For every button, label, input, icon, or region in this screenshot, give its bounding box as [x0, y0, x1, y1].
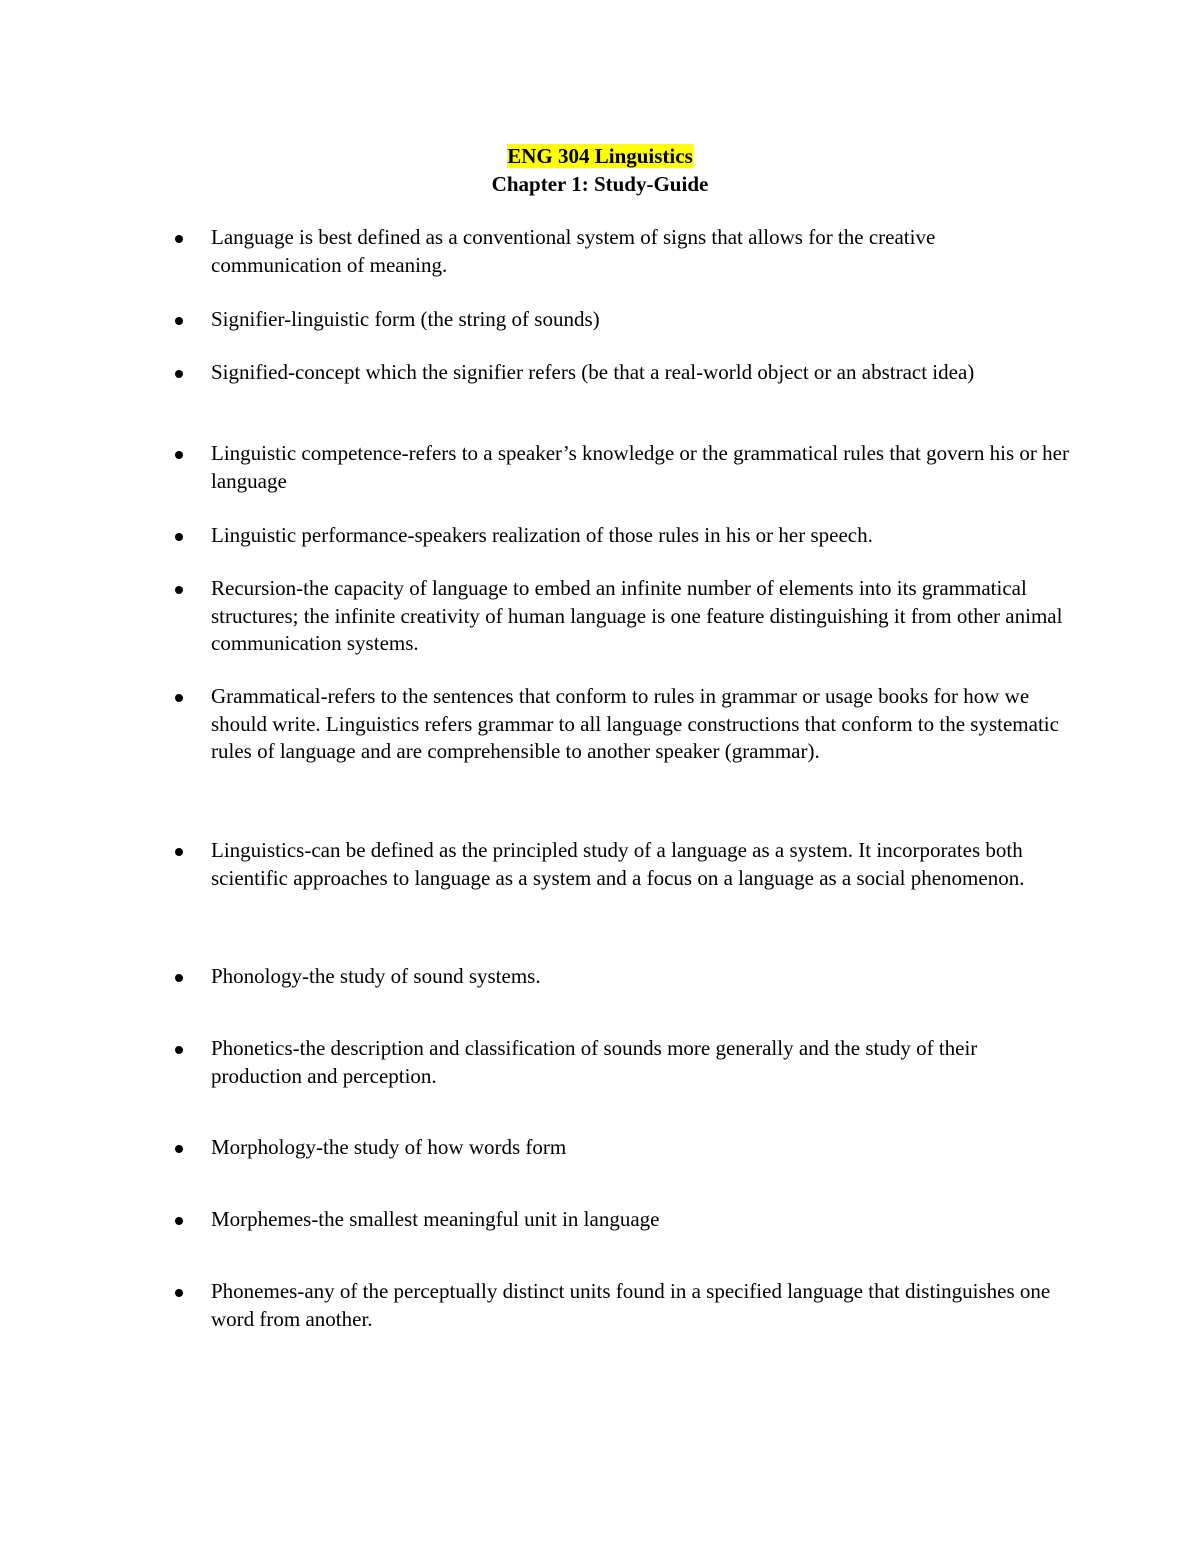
bullet-icon	[175, 1217, 183, 1225]
bullet-icon	[175, 533, 183, 541]
bullet-icon	[175, 235, 183, 243]
course-title	[0, 142, 1200, 170]
list-item-text: Phonemes-any of the perceptually distinct units found in a specified language that distinguishes one word from another.	[211, 1279, 1051, 1331]
list-item-text: Language is best defined as a conventional system of signs that allows for the creative communication of meaning.	[211, 225, 936, 277]
chapter-title: Chapter 1: Study-Guide	[491, 172, 709, 196]
bullet-icon	[175, 694, 183, 702]
bullet-icon	[175, 974, 183, 982]
bullet-icon	[175, 451, 183, 459]
list-item	[211, 306, 1071, 334]
list-item-text: Signifier-linguistic form (the string of sounds)	[211, 307, 600, 331]
list-item	[211, 1278, 1071, 1333]
list-item	[211, 1206, 1071, 1234]
bullet-icon	[175, 586, 183, 594]
bullet-icon	[175, 317, 183, 325]
list-item-text: Morphemes-the smallest meaningful unit in language	[211, 1207, 660, 1231]
bullet-icon	[175, 370, 183, 378]
list-item	[211, 575, 1071, 658]
list-item	[211, 1134, 1071, 1162]
list-item-text: Recursion-the capacity of language to embed an infinite number of elements into its grammatical structures; the infinite creativity of human language is one feature distinguishing it from other animal communication systems.	[211, 576, 1063, 655]
list-item-text: Grammatical-refers to the sentences that conform to rules in grammar or usage books for how we should write. Linguistics refers grammar to all language constructions that conform to the systematic rules of language and are comprehensible to another speaker (grammar).	[211, 684, 1059, 763]
list-item	[211, 963, 1071, 991]
list-item	[211, 359, 1071, 387]
list-item	[211, 837, 1071, 892]
list-item-text: Signified-concept which the signifier refers (be that a real-world object or an abstract idea)	[211, 360, 975, 384]
list-item-text: Phonetics-the description and classification of sounds more generally and the study of their production and perception.	[211, 1036, 978, 1088]
bullet-icon	[175, 1046, 183, 1054]
list-item-text: Linguistics-can be defined as the principled study of a language as a system. It incorporates both scientific approaches to language as a system and a focus on a language as a social phenomenon.	[211, 838, 1025, 890]
list-item	[211, 440, 1071, 495]
course-title-highlight: ENG 304 Linguistics	[507, 144, 693, 168]
list-item	[211, 522, 1071, 550]
bullet-icon	[175, 1145, 183, 1153]
bullet-icon	[175, 848, 183, 856]
list-item-text: Phonology-the study of sound systems.	[211, 964, 541, 988]
bullet-icon	[175, 1289, 183, 1297]
list-item	[211, 683, 1071, 766]
list-item	[211, 224, 1071, 279]
list-item-text: Linguistic competence-refers to a speaker’s knowledge or the grammatical rules that govern his or her language	[211, 441, 1069, 493]
list-item	[211, 1035, 1071, 1090]
list-item-text: Linguistic performance-speakers realization of those rules in his or her speech.	[211, 523, 873, 547]
list-item-text: Morphology-the study of how words form	[211, 1135, 567, 1159]
